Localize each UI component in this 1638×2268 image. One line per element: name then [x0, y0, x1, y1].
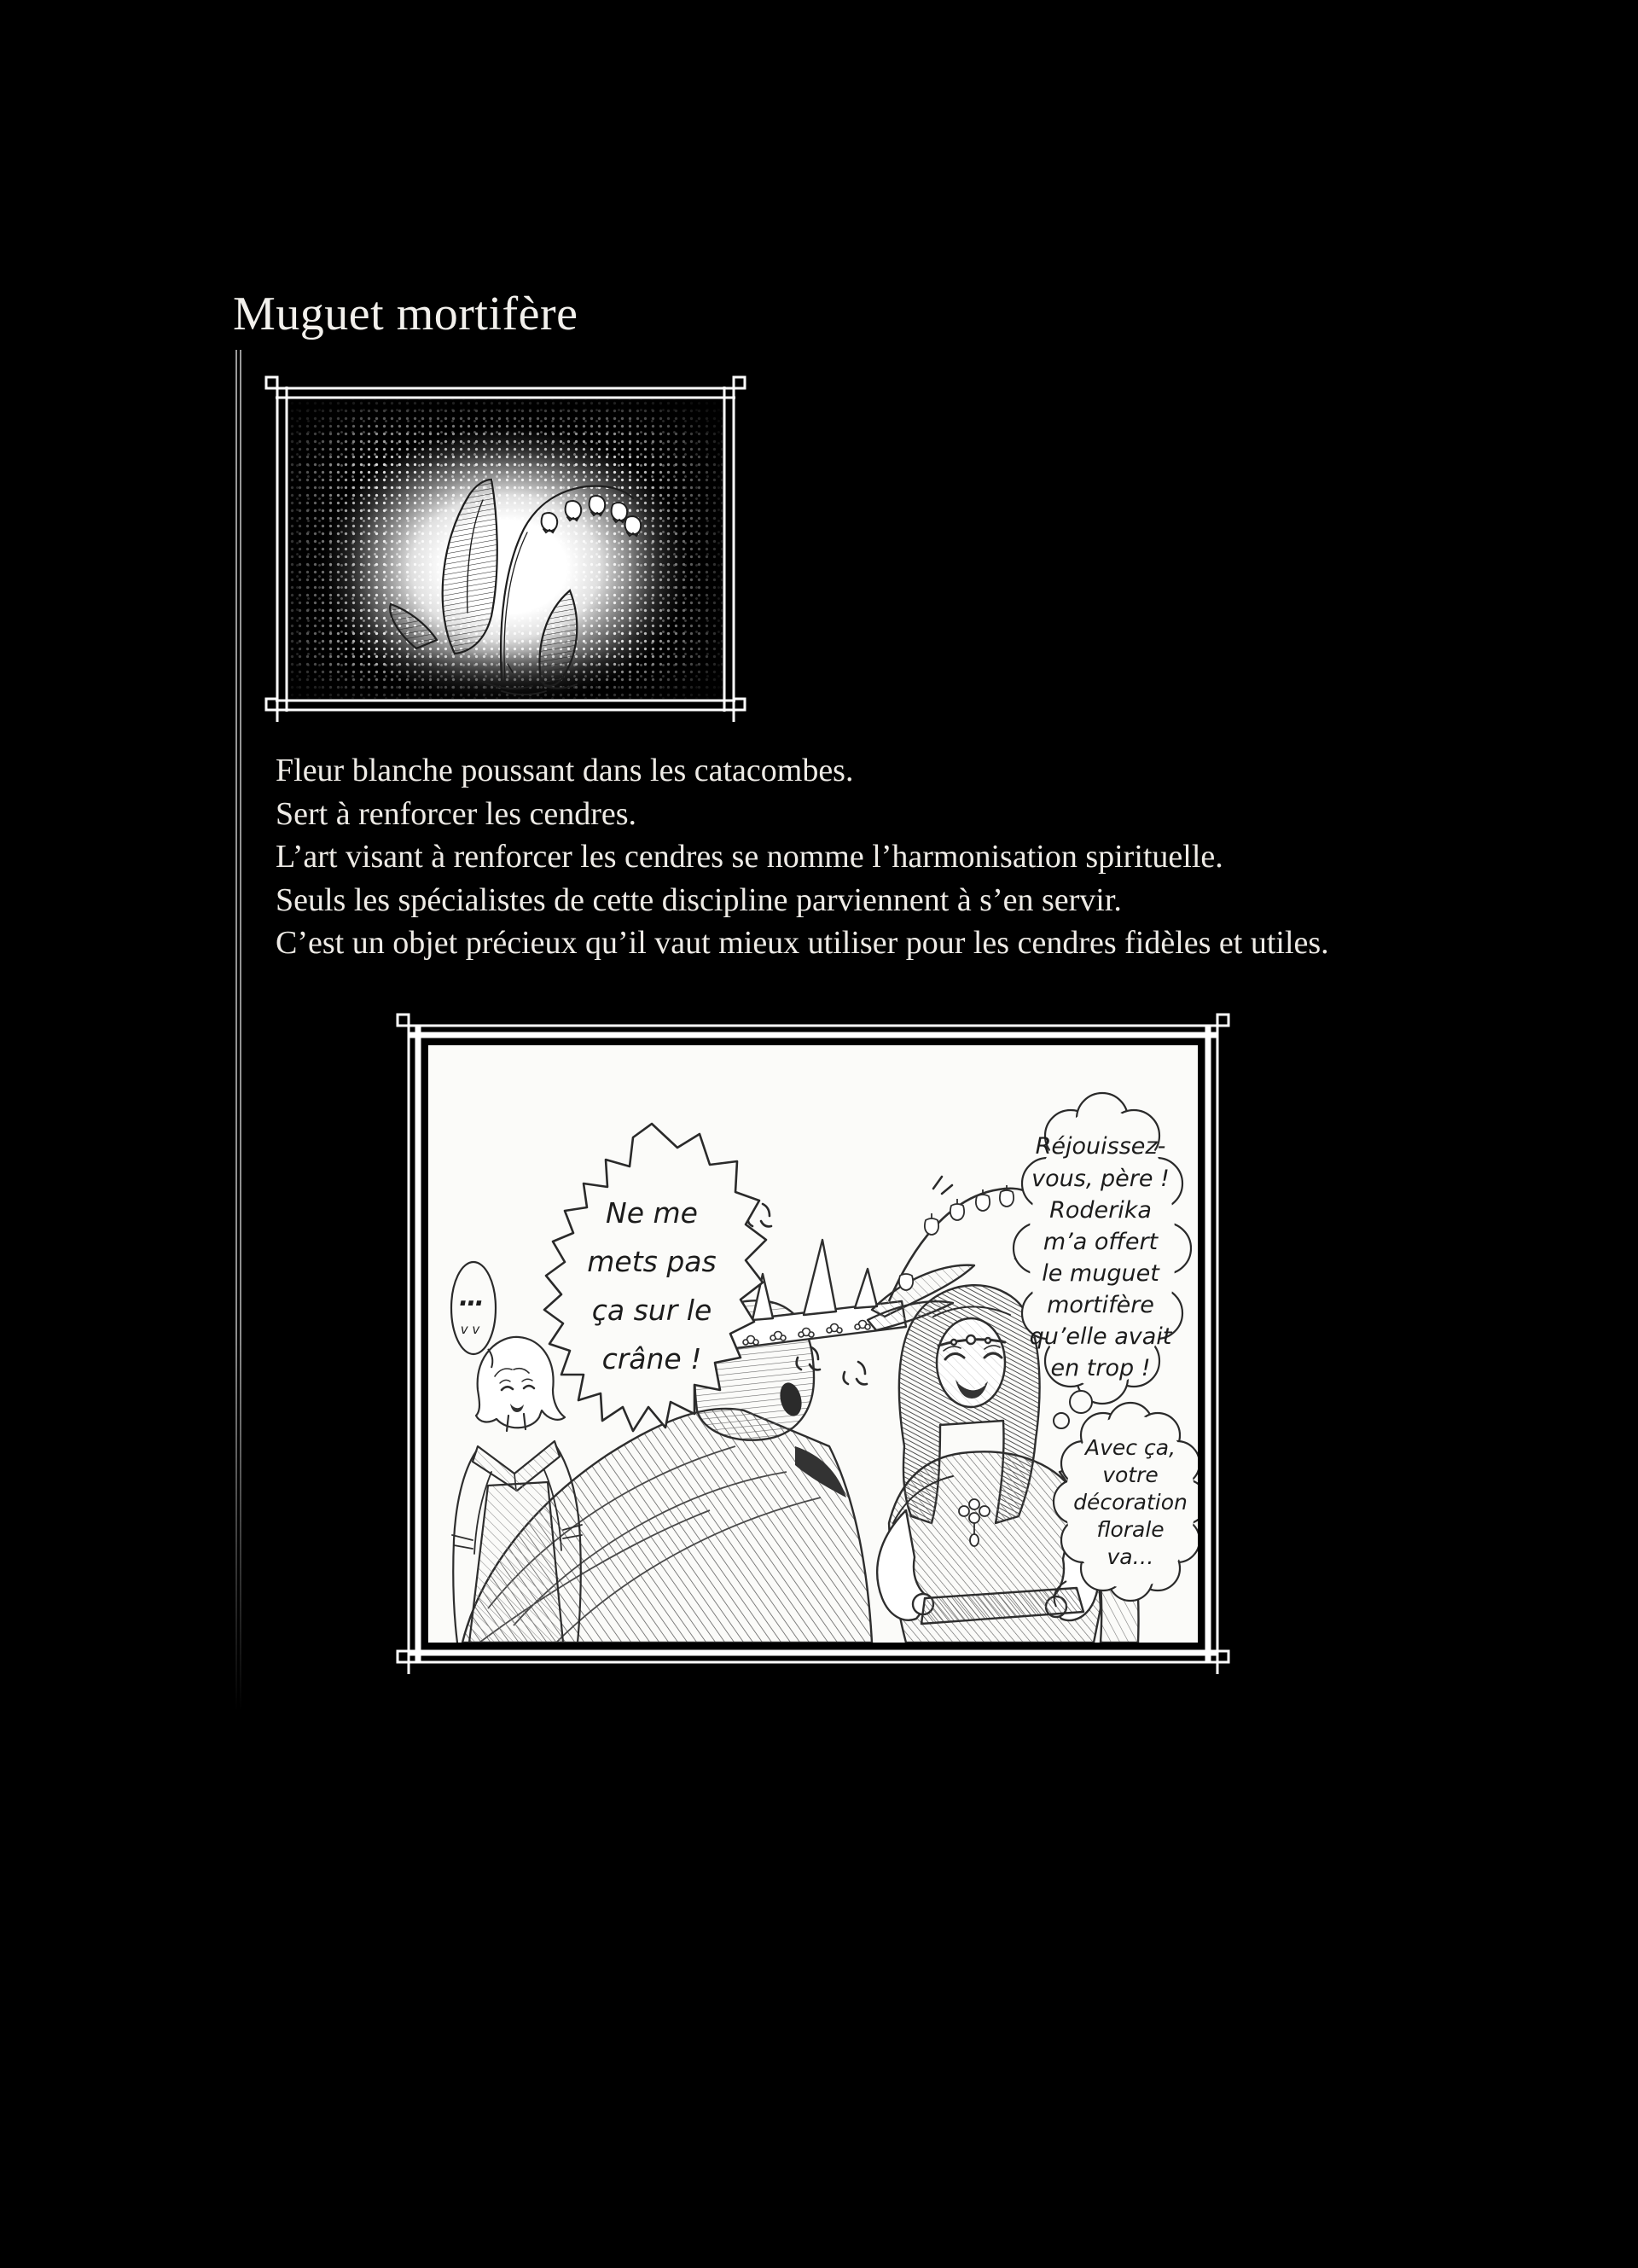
description-line: L’art visant à renforcer les cendres se nomme l’harmonisation spirituelle.	[276, 839, 1223, 875]
page-title: Muguet mortifère	[233, 288, 578, 340]
gift-bubble-line: le muguet	[1042, 1260, 1159, 1287]
comic-scene	[428, 1045, 1198, 1643]
decoration-bubble-line: Avec ça,	[1085, 1435, 1176, 1460]
description-line: Fleur blanche poussant dans les catacombes.	[276, 753, 854, 788]
gift-bubble-line: vous, père !	[1031, 1166, 1170, 1192]
ellipsis-bubble-marks: v v	[460, 1322, 480, 1337]
spiky-bubble-line: crâne !	[601, 1342, 702, 1375]
lily-bells	[542, 496, 642, 536]
spiky-bubble-line: ça sur le	[591, 1294, 712, 1327]
ellipsis-bubble-text: …	[459, 1282, 485, 1312]
gift-bubble-line: en trop !	[1050, 1355, 1151, 1381]
cloud-bubble-gift	[1014, 1093, 1191, 1404]
spiky-bubble-line: mets pas	[587, 1245, 717, 1278]
item-illustration-halftone	[288, 399, 723, 699]
item-description	[276, 749, 1329, 965]
gift-bubble-line: m’a offert	[1043, 1229, 1159, 1255]
decoration-bubble-line: va…	[1107, 1544, 1154, 1569]
gift-bubble-line: Roderika	[1049, 1197, 1152, 1224]
lily-sketch	[288, 399, 723, 699]
description-line: Seuls les spécialistes de cette discipline parviennent à s’en servir.	[276, 881, 1122, 918]
decoration-bubble-line: décoration	[1073, 1490, 1188, 1515]
comic-panel	[428, 1045, 1198, 1643]
decoration-bubble-line: votre	[1102, 1463, 1159, 1487]
gift-bubble-line: mortifère	[1047, 1292, 1154, 1318]
left-rule	[235, 350, 241, 1711]
gift-bubble-line: qu’elle avait	[1029, 1323, 1172, 1350]
spiky-bubble-line: Ne me	[606, 1196, 698, 1230]
decoration-bubble-line: florale	[1096, 1517, 1165, 1542]
ellipsis-bubble	[451, 1262, 496, 1368]
gift-bubble-line: Réjouissez-	[1035, 1133, 1166, 1160]
description-line: C’est un objet précieux qu’il vaut mieux utiliser pour les cendres fidèles et utiles.	[276, 925, 1329, 961]
description-line: Sert à renforcer les cendres.	[276, 795, 637, 832]
